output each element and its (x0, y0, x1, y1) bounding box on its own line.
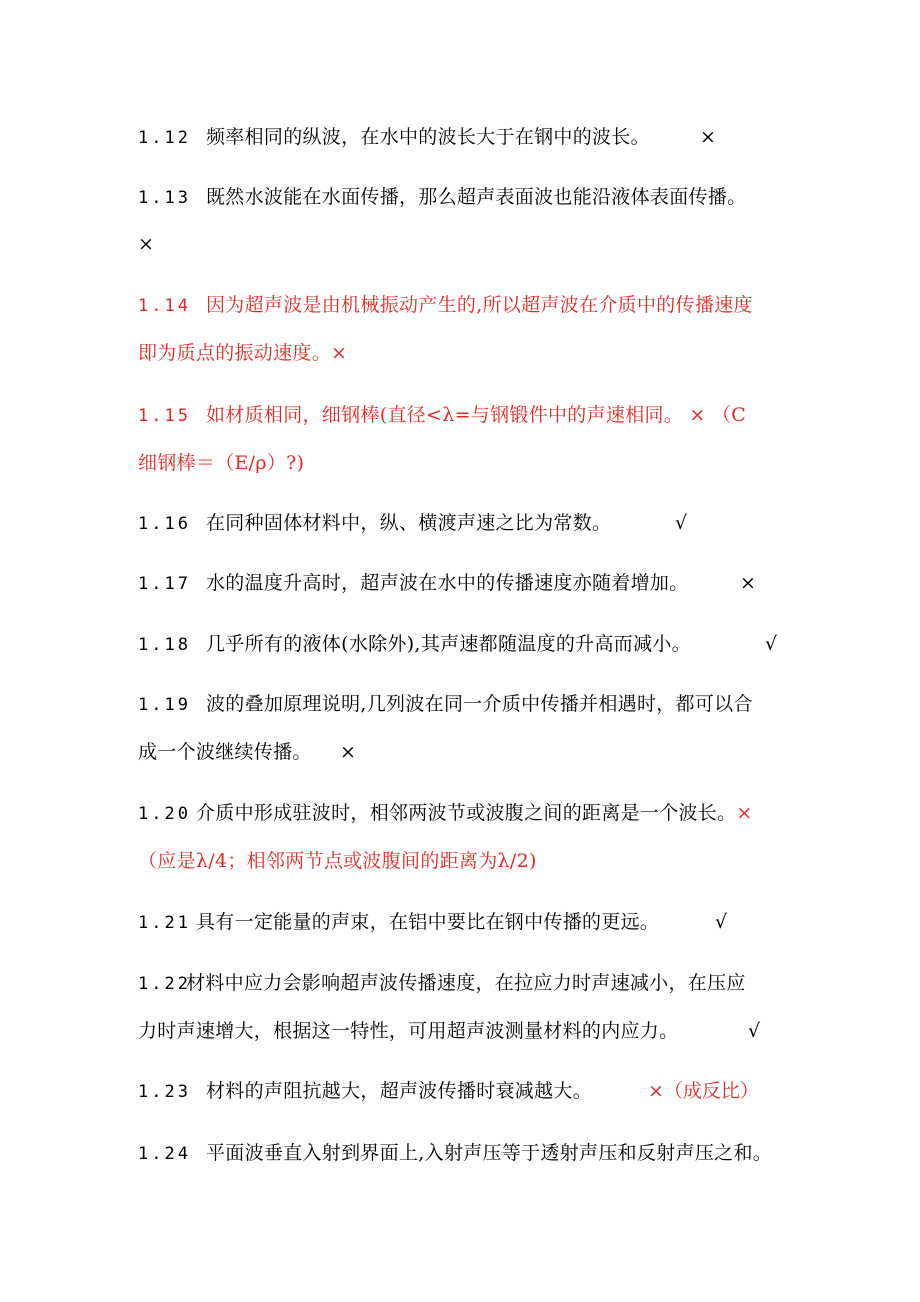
question-1-17 (138, 571, 689, 596)
question-1-16 (138, 511, 611, 536)
question-text: 材料中应力会影响超声波传播速度，在拉应力时声速减小，在压应 (186, 972, 746, 994)
answer-note: ×（成反比） (648, 1080, 759, 1102)
question-1-23 (138, 1079, 592, 1104)
question-text: 介质中形成驻波时，相邻两波节或波腹之间的距离是一个波长。 (196, 802, 737, 824)
question-number: 1.24 (138, 1144, 191, 1164)
question-1-14 (138, 293, 753, 318)
question-number: 1.23 (138, 1082, 191, 1102)
question-number: 1.18 (138, 635, 191, 655)
question-1-12 (138, 125, 650, 150)
question-number: 1.21 (138, 913, 191, 933)
question-number: 1.15 (138, 406, 191, 426)
question-text: 既然水波能在水面传播，那么超声表面波也能沿液体表面传播。 (206, 186, 747, 208)
question-text-continued: 即为质点的振动速度。× (138, 342, 348, 364)
question-1-13 (138, 185, 746, 210)
question-number: 1.20 (138, 804, 191, 824)
question-number: 1.12 (138, 128, 191, 148)
question-text-continued: 成一个波继续传播。 (138, 741, 312, 763)
question-1-18 (138, 632, 691, 657)
question-text: 在同种固体材料中，纵、横渡声速之比为常数。 (206, 512, 612, 534)
question-text: 水的温度升高时，超声波在水中的传播速度亦随着增加。 (206, 572, 689, 594)
question-1-22 (138, 971, 746, 996)
question-text: 波的叠加原理说明,几列波在同一介质中传播并相遇时，都可以合 (206, 693, 753, 715)
question-1-19-continued (138, 740, 312, 764)
question-text: 具有一定能量的声束，在铝中要比在钢中传播的更远。 (196, 911, 660, 933)
answer-mark: × (740, 572, 756, 594)
question-1-24 (138, 1141, 772, 1166)
answer-mark: × (700, 126, 716, 148)
question-1-19 (138, 692, 753, 717)
answer-mark: × (340, 741, 356, 763)
answer-mark: √ (748, 1020, 761, 1042)
answer-mark: × (138, 233, 154, 255)
answer-note (138, 849, 537, 873)
question-1-20 (138, 801, 753, 826)
question-number: 1.14 (138, 296, 191, 316)
question-number: 1.19 (138, 695, 191, 715)
question-text: 平面波垂直入射到界面上,入射声压等于透射声压和反射声压之和。 (206, 1142, 773, 1164)
answer-mark: × (736, 802, 753, 824)
question-1-15 (138, 403, 746, 428)
question-text-continued: 细钢棒＝（E/ρ）?) (138, 452, 305, 474)
question-number: 1.17 (138, 574, 191, 594)
question-number: 1.16 (138, 514, 191, 534)
question-1-21 (138, 910, 659, 935)
question-text: 材料的声阻抗越大，超声波传播时衰减越大。 (206, 1080, 593, 1102)
question-text: 如材质相同，细钢棒(直径<λ=与钢锻件中的声速相同。 × （C (206, 404, 747, 426)
answer-mark: √ (675, 512, 688, 534)
answer-mark: √ (715, 911, 728, 933)
question-1-22-continued (138, 1019, 678, 1043)
question-text: 因为超声波是由机械振动产生的,所以超声波在介质中的传播速度 (206, 294, 753, 316)
question-text-continued: 力时声速增大，根据这一特性，可用超声波测量材料的内应力。 (138, 1020, 679, 1042)
answer-note-text: （应是λ/4；相邻两节点或波腹间的距离为λ/2) (138, 850, 537, 872)
answer-mark: √ (765, 633, 778, 655)
question-number: 1.22 (138, 974, 191, 994)
question-text: 频率相同的纵波，在水中的波长大于在钢中的波长。 (206, 126, 650, 148)
question-number: 1.13 (138, 188, 191, 208)
question-1-15-continued (138, 451, 304, 475)
question-text: 几乎所有的液体(水除外),其声速都随温度的升高而减小。 (206, 633, 691, 655)
question-1-14-continued (138, 341, 347, 365)
